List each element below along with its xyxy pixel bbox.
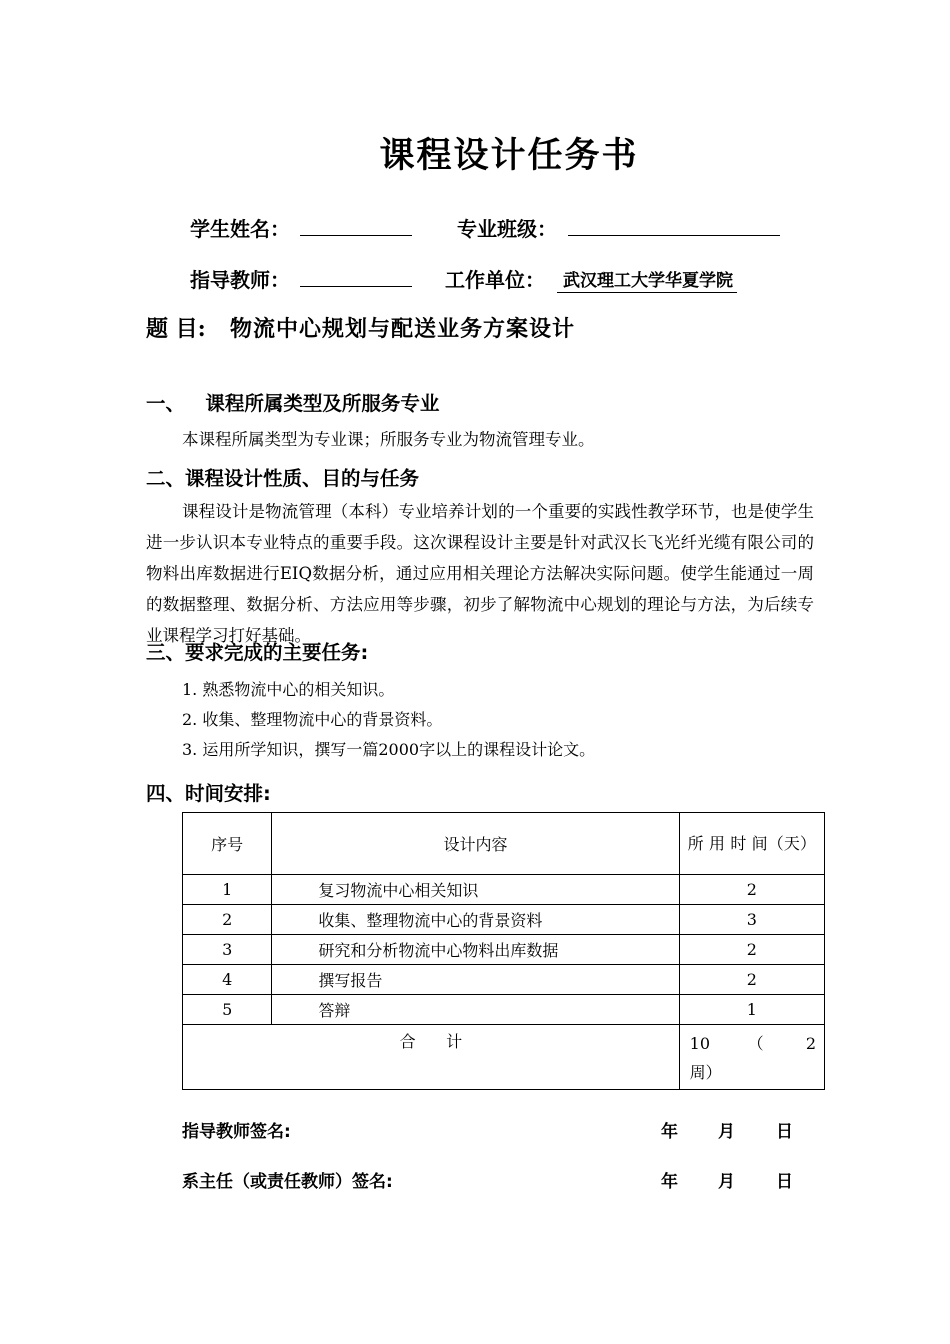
row-no: 3 xyxy=(183,935,272,965)
topic-label: 题 目: xyxy=(146,316,206,342)
row-days: 2 xyxy=(679,875,824,905)
section-1-heading: 一、 课程所属类型及所服务专业 xyxy=(146,392,440,415)
total-label: 合 计 xyxy=(183,1025,680,1090)
row-no: 1 xyxy=(183,875,272,905)
table-row xyxy=(183,965,825,995)
row-days: 1 xyxy=(679,995,824,1025)
row-no: 4 xyxy=(183,965,272,995)
advisor-label: 指导教师： xyxy=(190,268,290,292)
topic-value: 物流中心规划与配送业务方案设计 xyxy=(230,316,576,342)
major-class-label: 专业班级： xyxy=(457,217,557,241)
advisor-blank xyxy=(300,264,412,287)
section-1-text: 本课程所属类型为专业课；所服务专业为物流管理专业。 xyxy=(182,430,595,449)
row-no: 5 xyxy=(183,995,272,1025)
director-sign-year: 年 xyxy=(661,1172,678,1192)
advisor-sign-year: 年 xyxy=(661,1122,678,1142)
row-content: 复习物流中心相关知识 xyxy=(272,875,679,905)
major-class-blank xyxy=(568,213,780,236)
student-name-blank xyxy=(300,213,412,236)
section-3-heading: 三、要求完成的主要任务: xyxy=(146,641,369,664)
row-days: 2 xyxy=(679,965,824,995)
task-item-1: 1. 熟悉物流中心的相关知识。 xyxy=(182,680,395,699)
document-title: 课程设计任务书 xyxy=(379,136,639,176)
row-days: 2 xyxy=(679,935,824,965)
table-row xyxy=(183,995,825,1025)
table-header-row xyxy=(183,813,825,875)
task-item-2: 2. 收集、整理物流中心的背景资料。 xyxy=(182,710,443,729)
task-item-3: 3. 运用所学知识，撰写一篇2000字以上的课程设计论文。 xyxy=(182,740,596,759)
row-content: 撰写报告 xyxy=(272,965,679,995)
row-days: 3 xyxy=(679,905,824,935)
work-unit-value: 武汉理工大学华夏学院 xyxy=(557,266,737,293)
header-no: 序号 xyxy=(183,813,272,875)
section-2-heading: 二、课程设计性质、目的与任务 xyxy=(146,467,420,490)
row-content: 收集、整理物流中心的背景资料 xyxy=(272,905,679,935)
section-2-text: 课程设计是物流管理（本科）专业培养计划的一个重要的实践性教学环节，也是使学生进一步认识本专业特点的重要手段。这次课程设计主要是针对武汉长飞光纤光缆有限公司的物料出库数据进行EIQ数据分析，通过应用相关理论方法解决实际问题。使学生能通过一周的数据整理、数据分析、方法应用等步骤，初步了解物流中心规划的理论与方法，为后续专业课程学习打好基础。 xyxy=(146,502,814,645)
table-row xyxy=(183,875,825,905)
table-total-row xyxy=(183,1025,825,1090)
advisor-sign-day: 日 xyxy=(776,1122,793,1142)
row-content: 研究和分析物流中心物料出库数据 xyxy=(272,935,679,965)
table-row xyxy=(183,935,825,965)
advisor-sign-month: 月 xyxy=(718,1122,735,1142)
header-days: 所 用 时 间（天） xyxy=(679,813,824,875)
header-content: 设计内容 xyxy=(272,813,679,875)
row-no: 2 xyxy=(183,905,272,935)
section-4-heading: 四、时间安排: xyxy=(146,782,271,805)
advisor-signature-label: 指导教师签名: xyxy=(182,1122,291,1142)
schedule-table xyxy=(182,812,825,1090)
table-row xyxy=(183,905,825,935)
work-unit-label: 工作单位： xyxy=(445,268,545,292)
director-sign-day: 日 xyxy=(776,1172,793,1192)
director-sign-month: 月 xyxy=(718,1172,735,1192)
total-value: 10 （ 2周） xyxy=(679,1025,824,1090)
row-content: 答辩 xyxy=(272,995,679,1025)
student-name-label: 学生姓名： xyxy=(190,217,290,241)
director-signature-label: 系主任（或责任教师）签名: xyxy=(182,1172,393,1192)
